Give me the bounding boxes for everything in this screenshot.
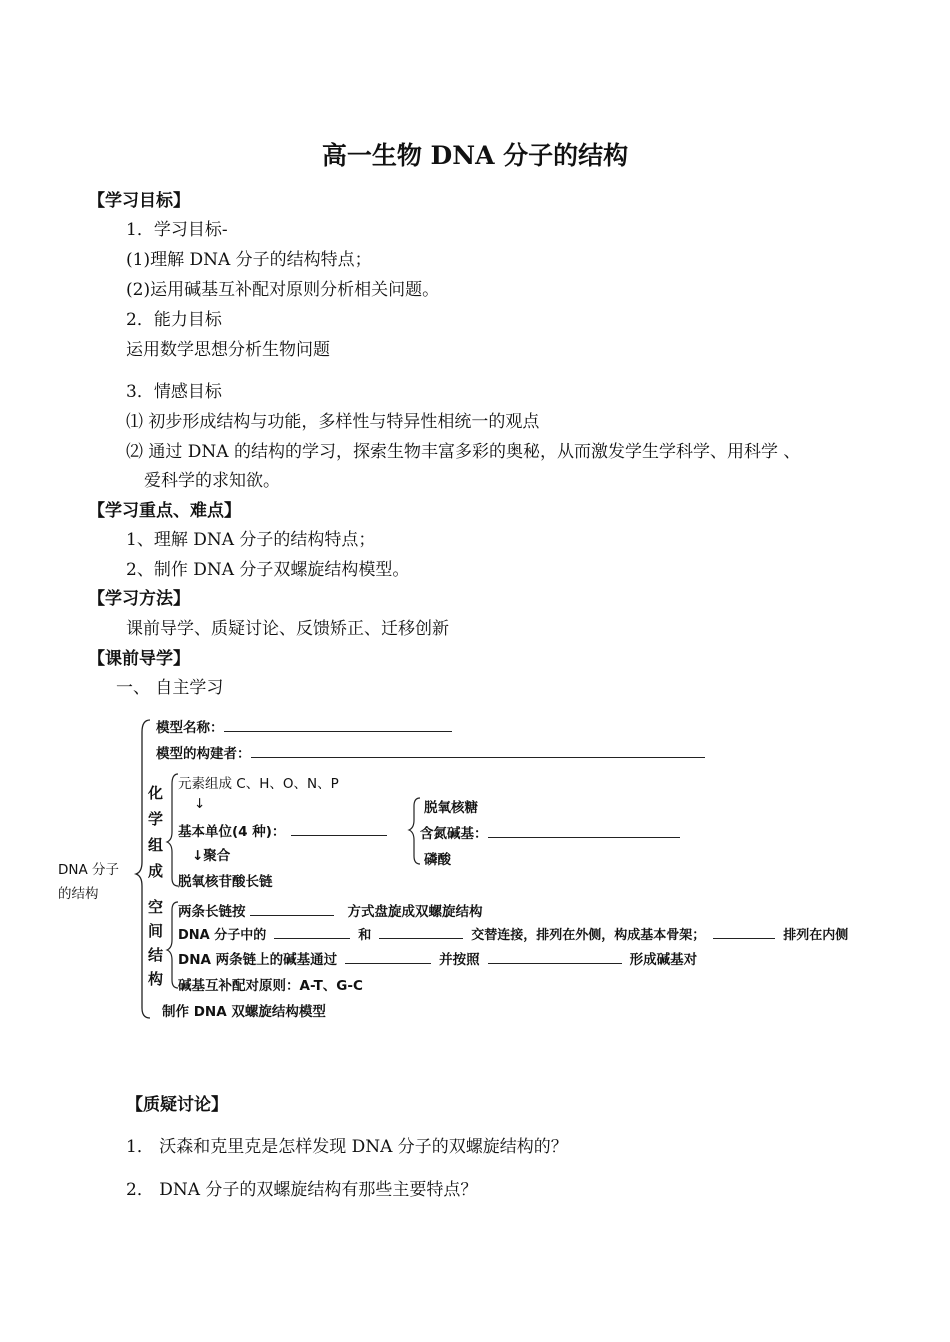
- elements-text: 元素组成 C、H、O、N、P: [178, 776, 339, 792]
- goal-1b: (2)运用碱基互补配对原则分析相关问题。: [126, 280, 440, 300]
- chain-label: 脱氧核苷酸长链: [178, 874, 273, 890]
- goal-3b: ⑵ 通过 DNA 的结构的学习，探索生物丰富多彩的奥秘，从而激发学生学科学、用科学 、: [126, 442, 801, 462]
- question-1: 1． 沃森和克里克是怎样发现 DNA 分子的双螺旋结构的？: [126, 1137, 568, 1157]
- down-arrow-icon: ↓: [194, 796, 206, 812]
- key-2: 2、制作 DNA 分子双螺旋结构模型。: [126, 560, 410, 580]
- sugar-label: 脱氧核糖: [424, 800, 478, 816]
- discussion-heading: 【质疑讨论】: [126, 1095, 228, 1115]
- model-builder-label: 模型的构建者：: [156, 742, 705, 762]
- model-name-label: 模型名称：: [156, 716, 452, 736]
- goal-2a: 运用数学思想分析生物问题: [126, 340, 330, 360]
- key-heading: 【学习重点、难点】: [88, 501, 241, 521]
- pre-heading: 【课前导学】: [88, 649, 190, 669]
- key-1: 1、理解 DNA 分子的结构特点；: [126, 530, 376, 550]
- space-label-2: 间: [148, 922, 164, 940]
- unit-label: 基本单位(4 种)：: [178, 820, 387, 840]
- spatial-line-3: DNA 两条链上的碱基通过 并按照 形成碱基对: [178, 952, 698, 968]
- goal-1a: (1)理解 DNA 分子的结构特点；: [126, 250, 372, 270]
- spatial-line-4: 碱基互补配对原则：A-T、G-C: [178, 978, 363, 994]
- chem-label-4: 成: [148, 862, 164, 880]
- make-model-label: 制作 DNA 双螺旋结构模型: [162, 1004, 326, 1020]
- chem-label-3: 组: [148, 836, 164, 854]
- question-2: 2． DNA 分子的双螺旋结构有那些主要特点？: [126, 1180, 478, 1200]
- page-title: 高一生物 DNA 分子的结构: [321, 141, 629, 170]
- space-label-3: 结: [148, 946, 164, 964]
- chem-label-2: 学: [148, 810, 164, 828]
- goal-3: 3．情感目标: [126, 382, 222, 402]
- diagram-root: DNA 分子: [58, 862, 120, 878]
- polymerize-label: ↓聚合: [192, 848, 231, 864]
- goal-3a: ⑴ 初步形成结构与功能，多样性与特异性相统一的观点: [126, 412, 540, 432]
- goal-2: 2．能力目标: [126, 310, 222, 330]
- method-heading: 【学习方法】: [88, 589, 190, 609]
- spatial-line-1: 两条长链按 方式盘旋成双螺旋结构: [178, 904, 483, 920]
- goal-3b-cont: 爱科学的求知欲。: [144, 471, 280, 491]
- method-text: 课前导学、质疑讨论、反馈矫正、迁移创新: [126, 619, 449, 639]
- phosphate-label: 磷酸: [424, 852, 451, 868]
- pre-subheading: 一、 自主学习: [116, 678, 224, 698]
- goals-heading: 【学习目标】: [88, 191, 190, 211]
- goal-1: 1．学习目标-: [126, 220, 228, 240]
- space-label-4: 构: [148, 970, 164, 988]
- dna-structure-diagram: [58, 712, 868, 1028]
- spatial-line-2: DNA 分子中的 和 交替连接，排列在外侧，构成基本骨架； 排列在内侧: [178, 928, 849, 943]
- diagram-root-2: 的结构: [58, 886, 99, 902]
- chem-label-1: 化: [148, 784, 164, 802]
- base-label: 含氮碱基：: [420, 822, 680, 842]
- space-label-1: 空: [148, 898, 164, 916]
